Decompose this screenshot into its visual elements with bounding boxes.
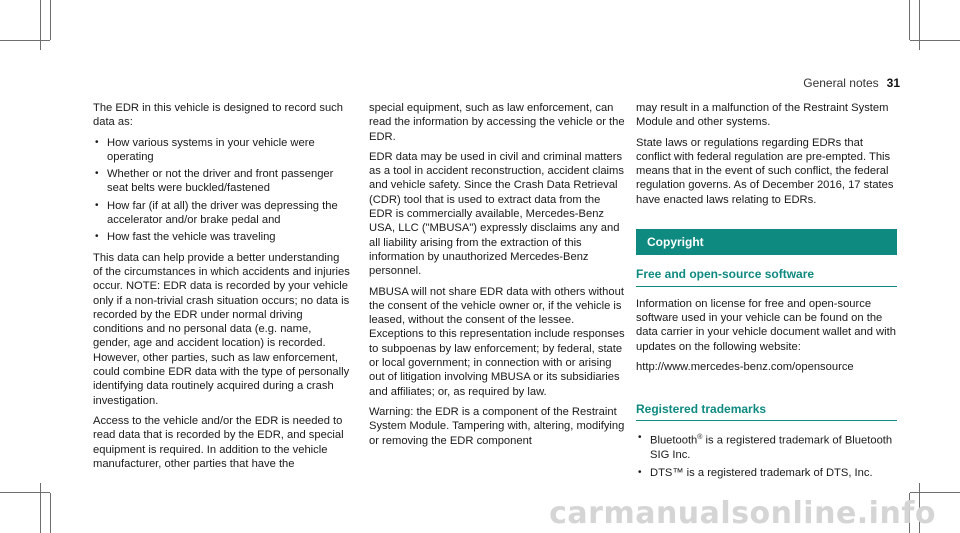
list-item: • How various systems in your vehicle were operating (95, 136, 315, 163)
page-header (803, 76, 900, 90)
list-item: • How far (if at all) the driver was depressing the accelerator and/or brake pedal and (95, 199, 338, 227)
body-paragraph: may result in a malfunction of the Restraint System Module and other systems. (636, 102, 889, 129)
body-paragraph: MBUSA will not share EDR data with others without the consent of the vehicle owner or, if the vehicle is leased, without the consent of the lessee. Exceptions to this representation include responses to subpoenas by law enforcement; by federal, state or local government; in connection with or arising out of litigation involving MBUSA or its subsidiaries and affiliates; or, as required by law. (369, 285, 625, 398)
intro-paragraph: The EDR in this vehicle is designed to record such data as: (93, 102, 343, 129)
foss-url[interactable]: http://www.mercedes-benz.com/opensource (636, 360, 854, 373)
crop-mark (40, 0, 41, 50)
body-paragraph: This data can help provide a better understanding of the circumstances in which accidents and injuries occur. NOTE: EDR data is recorded by your vehicle only if a non-trivial crash situation occurs; no data is recorded by the EDR under normal driving conditions and no personal data (e.g. name, gender, age and accident location) is recorded. However, other parties, such as law enforcement, could combine EDR data with the type of personally identifying data routinely acquired during a crash investigation. (93, 251, 350, 407)
trademarks-heading: Registered trademarks (636, 402, 897, 421)
crop-mark (50, 493, 51, 533)
body-paragraph: special equipment, such as law enforcement, can read the information by accessing the vehicle or the EDR. (369, 102, 625, 143)
column-3 (636, 101, 897, 486)
crop-mark (910, 40, 960, 41)
bullet-icon: • (95, 199, 99, 211)
foss-heading: Free and open-source software (636, 267, 897, 286)
edr-data-list (93, 136, 351, 245)
trademark-list (636, 431, 897, 480)
body-paragraph: Warning: the EDR is a component of the Restraint System Module. Tampering with, altering, modifying or removing the EDR component (369, 405, 625, 447)
bullet-icon: • (95, 231, 99, 243)
crop-mark (50, 0, 51, 40)
list-item: • Whether or not the driver and front passenger seat belts were buckled/fastened (95, 168, 334, 195)
list-item: • DTS™ is a registered trademark of DTS, Inc. (638, 466, 873, 479)
crop-mark (40, 483, 41, 533)
crop-mark (909, 0, 910, 40)
bullet-icon: • (638, 466, 642, 478)
body-paragraph: Access to the vehicle and/or the EDR is needed to read data that is recorded by the EDR, and special equipment is required. In addition to the vehicle manufacturer, other parties that have the (93, 414, 344, 470)
column-2 (369, 101, 627, 454)
section-title: General notes (803, 76, 879, 90)
crop-mark (919, 0, 920, 50)
bullet-icon: • (638, 432, 642, 444)
list-item: • How fast the vehicle was traveling (95, 231, 276, 244)
crop-mark (0, 492, 50, 493)
copyright-banner: Copyright (636, 229, 897, 255)
bullet-icon: • (95, 136, 99, 148)
page-number: 31 (886, 76, 900, 90)
body-paragraph: EDR data may be used in civil and criminal matters as a tool in accident reconstruction, accident claims and vehicle safety. Since the Crash Data Retrieval (CDR) tool that is used to extract data from the EDR is commercially available, Mercedes-Benz USA, LLC ("MBUSA") expressly disclaims any and all liability arising from the extraction of this information by unauthorized Mercedes-Benz personnel. (369, 150, 624, 278)
bullet-icon: • (95, 168, 99, 180)
watermark: carmanualsonline.info (549, 496, 936, 531)
foss-paragraph: Information on license for free and open-source software used in your vehicle can be found on the data carrier in your vehicle document wallet and with updates on the following website: (636, 297, 896, 353)
list-item: • Bluetooth® is a registered trademark of Bluetooth SIG Inc. (638, 432, 893, 462)
crop-mark (0, 40, 50, 41)
body-paragraph: State laws or regulations regarding EDRs that conflict with federal regulation are pre-empted. This means that in the event of such conflict, the federal regulation governs. As of December 2016, 17 states have enacted laws relating to EDRs. (636, 136, 894, 206)
column-1 (93, 101, 351, 477)
crop-mark (910, 492, 960, 493)
